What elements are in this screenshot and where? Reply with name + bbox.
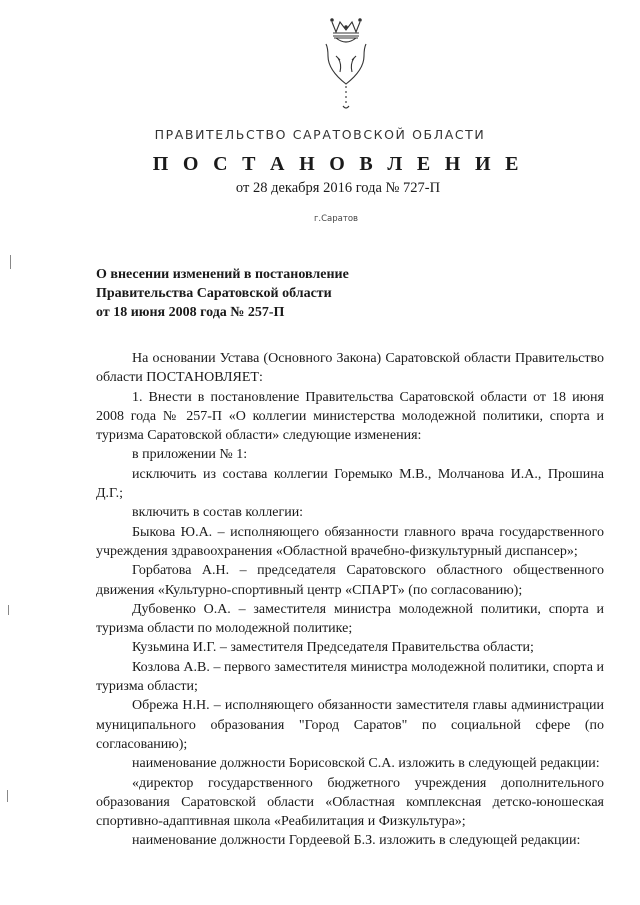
body-paragraph: Кузьмина И.Г. – заместителя Председателя Правительства области;: [132, 640, 534, 656]
subject-line: от 18 июня 2008 года № 257-П: [96, 305, 285, 320]
body-paragraph: Козлова А.В. – первого заместителя министра молодежной политики, спорта и туризма области;: [96, 659, 604, 695]
document-body: [96, 349, 604, 851]
body-paragraph: исключить из состава коллегии Горемыко М.В., Молчанова И.А., Прошина Д.Г.;: [96, 466, 604, 502]
body-paragraph: Горбатова А.Н. – председателя Саратовского областного общественного движения «Культурно-спортивный центр «СПАРТ» (по согласованию);: [96, 563, 604, 598]
body-paragraph: Дубовенко О.А. – заместителя министра молодежной политики, спорта и туризма области по молодежной политике;: [96, 601, 604, 637]
government-name: ПРАВИТЕЛЬСТВО САРАТОВСКОЙ ОБЛАСТИ: [154, 127, 486, 142]
body-paragraph: Быкова Ю.А. – исполняющего обязанности главного врача государственного учреждения здравоохранения «Областной врачебно-физкультурный диспансер»;: [96, 524, 604, 559]
body-paragraph: наименование должности Борисовской С.А. изложить в следующей редакции:: [132, 756, 600, 772]
body-paragraph: «директор государственного бюджетного учреждения дополнительного образования Саратовской области «Областная комплексная детско-юношеская спортивно-адаптивная школа «Реабилитация и Физкультура»;: [96, 775, 604, 830]
body-paragraph: включить в состав коллегии:: [132, 505, 304, 521]
body-paragraph: На основании Устава (Основного Закона) Саратовской области Правительство области ПОСТАНОВЛЯЕТ:: [96, 351, 604, 386]
scan-margin-mark: [8, 605, 9, 615]
document-type-title: П О С Т А Н О В Л Е Н И Е: [152, 153, 524, 175]
document-date-number: от 28 декабря 2016 года № 727-П: [235, 180, 441, 196]
coat-of-arms-emblem: [318, 8, 374, 112]
document-subject: [96, 265, 456, 322]
issue-city: г.Саратов: [313, 214, 359, 224]
subject-line: Правительства Саратовской области: [96, 286, 332, 301]
body-paragraph: 1. Внести в постановление Правительства Саратовской области от 18 июня 2008 года № 257-П «О коллегии министерства молодежной политики, спорта и туризма Саратовской области» следующие изменения:: [96, 389, 604, 444]
body-paragraph: в приложении № 1:: [132, 447, 248, 463]
scan-margin-mark: [7, 790, 8, 802]
body-paragraph: Обрежа Н.Н. – исполняющего обязанности заместителя главы администрации муниципального образования "Город Саратов" по социальной сфере (по согласованию);: [96, 698, 604, 752]
scan-margin-mark: [10, 255, 11, 269]
body-paragraph: наименование должности Гордеевой Б.З. изложить в следующей редакции:: [132, 833, 581, 849]
subject-line: О внесении изменений в постановление: [96, 267, 349, 282]
